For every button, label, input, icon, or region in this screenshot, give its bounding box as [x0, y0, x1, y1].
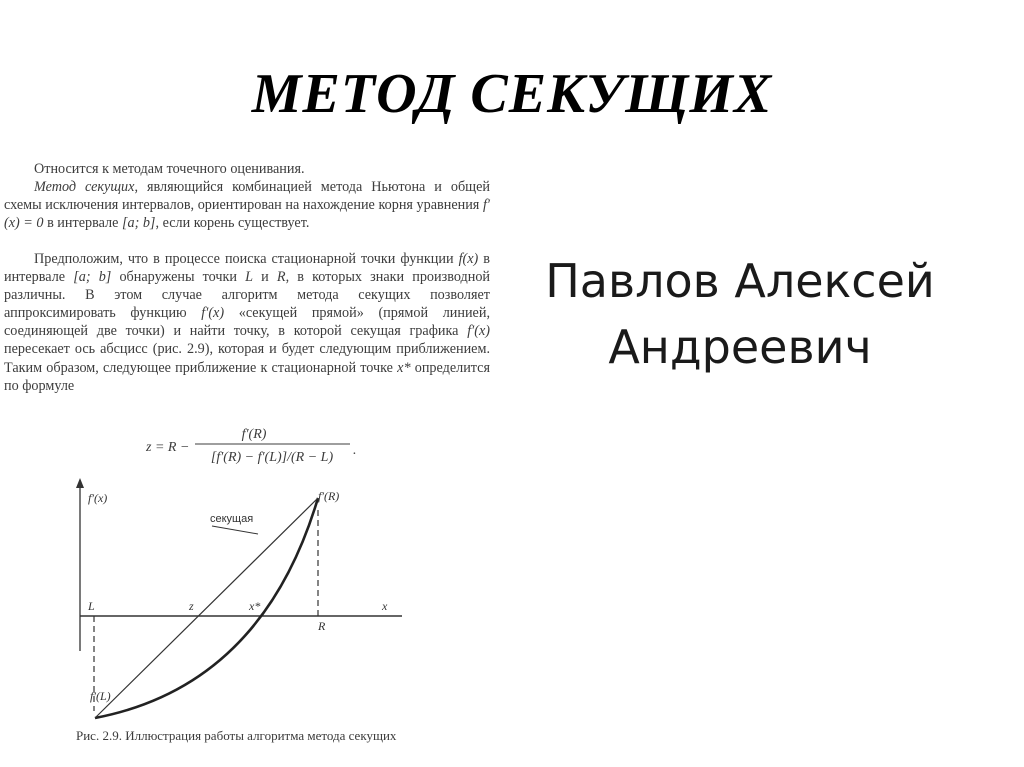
slide-title: МЕТОД СЕКУЩИХ — [251, 63, 773, 125]
paragraph-2: Метод секущих, являющийся комбинацией метода Ньютона и общей схемы исключения интервалов, ориентирован на нахождение корня уравнения f′(x) = 0 в интервале [a; b], если корень существует. — [4, 179, 490, 232]
figure-caption: Рис. 2.9. Иллюстрация работы алгоритма метода секущих — [76, 728, 397, 743]
value-label-fL: f′(L) — [90, 689, 111, 703]
scanned-textbook-page — [0, 158, 500, 758]
y-axis-label: f′(x) — [88, 491, 108, 505]
formula-end: . — [353, 443, 357, 458]
value-label-fR: f′(R) — [318, 489, 340, 503]
y-axis-arrow-icon — [76, 478, 84, 488]
paragraph-1-text: Относится к методам точечного оценивания. — [34, 161, 305, 177]
point-label-R: R — [318, 619, 326, 633]
secant-formula — [0, 420, 500, 470]
formula-denominator: [f′(R) − f′(L)]/(R − L) — [210, 450, 334, 465]
secant-line — [95, 498, 318, 718]
secant-method-figure — [62, 476, 422, 726]
x-axis-label: x — [382, 599, 388, 613]
point-label-z: z — [189, 599, 194, 613]
point-label-xstar: x* — [249, 599, 261, 613]
formula-numerator: f′(R) — [241, 427, 267, 442]
paragraph-1 — [4, 160, 490, 178]
paragraph-3: Предположим, что в процессе поиска стационарной точки функции f(x) в интервале [a; b] обнаружены точки L и R, в которых знаки производной различны. В этом случае алгоритм метода секущих позволяет аппроксимировать функцию f′(x) «секущей прямой» (прямой линией, соединяющей две точки) и найти точку, в которой секущая графика f′(x) пересекает ось абсцисс (рис. 2.9), которая и будет следующим приближением. Таким образом, следующее приближение к стационарной точке x* определится по формуле — [4, 251, 491, 394]
secant-label: секущая — [210, 513, 254, 525]
author-name-line1: Павлов Алексей — [545, 254, 935, 308]
secant-label-leader — [212, 526, 258, 534]
point-label-L: L — [88, 599, 95, 613]
formula-lhs: z = R − — [146, 440, 190, 455]
author-name — [520, 248, 960, 380]
author-name-line2: Андреевич — [608, 320, 872, 374]
term-secant-method: Метод секущих — [34, 179, 135, 195]
